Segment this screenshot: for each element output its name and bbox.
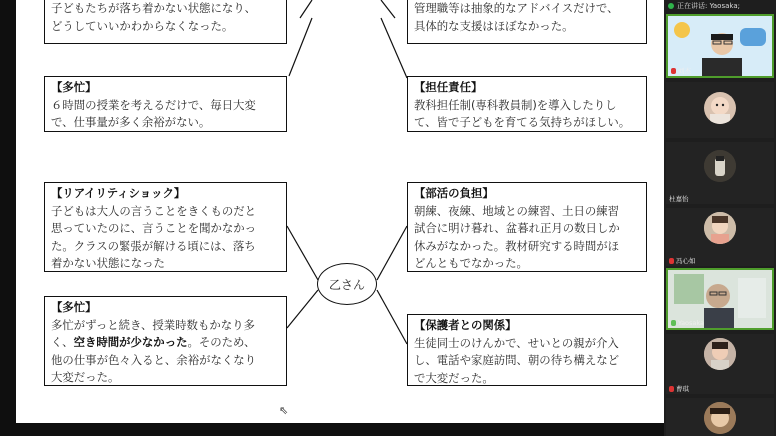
avatar bbox=[704, 338, 736, 370]
shared-document bbox=[16, 0, 664, 423]
muted-mic-icon bbox=[669, 258, 674, 264]
participant-tile[interactable] bbox=[666, 398, 774, 436]
muted-mic-icon bbox=[671, 68, 676, 74]
box-body-emphasis: 空き時間が少なかった bbox=[73, 335, 188, 349]
avatar bbox=[704, 150, 736, 182]
participant-name-tag bbox=[669, 194, 689, 203]
box-body-start: 多忙がずっと続き、授業時数もかなり多 く、 bbox=[51, 317, 255, 349]
participant-tile[interactable] bbox=[666, 208, 774, 266]
participant-name: 曹琪 bbox=[676, 385, 689, 393]
speaking-label: 正在讲话: Yaosaka; bbox=[677, 1, 740, 10]
participant-name: 冯心如 bbox=[676, 257, 696, 265]
box-busy-2 bbox=[44, 296, 287, 386]
participant-name-tag bbox=[669, 256, 696, 265]
center-node: 乙さん bbox=[317, 263, 377, 305]
box-body: 生徒同士のけんかで、せいとの親が介入 し、電話や家庭訪問、朝の待ち構えなど で大変だった。 bbox=[414, 335, 620, 385]
box-body: 子どもたちが落ち着かない状態になり、 どうしていいかわからなくなった。 bbox=[51, 1, 257, 33]
participant-tile[interactable] bbox=[666, 14, 774, 78]
box-heading: 【多忙】 bbox=[51, 80, 97, 94]
box-homeroom-responsibility bbox=[407, 76, 647, 132]
participant-name-tag bbox=[671, 66, 691, 75]
box-body-end: 。そのため、 他の仕事が色々入ると、余裕がなくなり 大変だった。 bbox=[51, 335, 257, 384]
participant-name: 刘杰 bbox=[678, 67, 691, 75]
participant-name: Yaosaka bbox=[678, 319, 705, 327]
participant-name-tag bbox=[671, 319, 704, 327]
mic-icon bbox=[671, 320, 676, 326]
box-guardian-relations bbox=[407, 314, 647, 386]
avatar bbox=[704, 402, 736, 434]
participant-name-tag bbox=[669, 384, 689, 393]
box-body: ６時間の授業を考えるだけで、毎日大変 で、仕事量が多く余裕がない。 bbox=[51, 97, 256, 129]
box-club-burden bbox=[407, 182, 647, 272]
participant-tile[interactable] bbox=[666, 334, 774, 394]
participant-tile[interactable] bbox=[666, 82, 774, 138]
box-body: 子どもは大人の言うことをきくものだと 思っていたのに、言うことを聞かなかっ た。クラスの緊張が解ける頃には、落ち 着かない状態になった bbox=[51, 203, 257, 270]
box-partial-top-right bbox=[407, 0, 647, 44]
box-reality-shock bbox=[44, 182, 287, 272]
muted-mic-icon bbox=[669, 386, 674, 392]
box-busy-1 bbox=[44, 76, 287, 132]
participant-tile[interactable] bbox=[666, 142, 774, 204]
speaking-indicator bbox=[664, 0, 776, 11]
participant-tile[interactable] bbox=[666, 268, 774, 330]
avatar bbox=[704, 212, 736, 244]
box-heading: 【保護者との関係】 bbox=[414, 318, 517, 332]
box-heading: 【リアイリティショック】 bbox=[51, 186, 186, 200]
mouse-cursor-icon: ⇖ bbox=[279, 404, 289, 417]
speaking-icon bbox=[668, 3, 674, 9]
box-body: 教科担任制(専科教員制)を導入したりし て、皆で子どもを育てる気持ちがほしい。 bbox=[414, 97, 631, 129]
avatar bbox=[704, 92, 736, 124]
box-heading: 【部活の負担】 bbox=[414, 186, 494, 200]
box-heading: 【担任責任】 bbox=[414, 80, 483, 94]
box-body: 管理職等は抽象的なアドバイスだけで、 具体的な支援はほぼなかった。 bbox=[414, 1, 619, 33]
box-heading: 【多忙】 bbox=[51, 300, 97, 314]
box-partial-top-left bbox=[44, 0, 287, 44]
participant-name: 杜嘉怡 bbox=[669, 195, 689, 203]
box-body: 朝練、夜練、地域との練習、土日の練習 試合に明け暮れ、盆暮れ正月の数日しか 休みがなかった。教材研究する時間がほ どんともでなかった。 bbox=[414, 203, 620, 270]
participant-video-panel bbox=[664, 0, 776, 436]
